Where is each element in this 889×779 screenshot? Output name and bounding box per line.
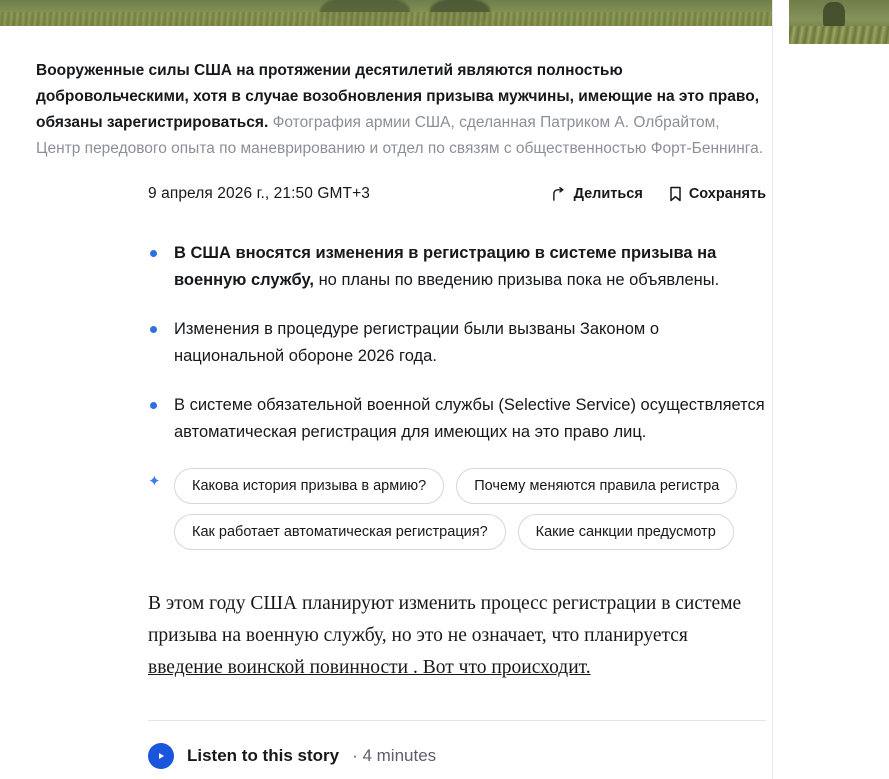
- bookmark-icon: [669, 186, 682, 202]
- article-body: [148, 178, 766, 769]
- article-actions: [552, 186, 766, 202]
- summary-bullets: [148, 240, 766, 446]
- caption-text: [36, 58, 766, 162]
- suggestion-chip[interactable]: Какова история призыва в армию?: [174, 468, 444, 504]
- share-icon: [552, 187, 567, 202]
- suggestion-chip[interactable]: Почему меняются правила регистра: [456, 468, 737, 504]
- article-meta-row: [148, 178, 766, 210]
- listen-row[interactable]: [148, 743, 766, 769]
- caption-credit: Фотография армии США, сделанная Патриком А. Олбрайтом, Центр передового опыта по маневрированию и отдел по связям с общественностью Форт-Беннинга.: [36, 113, 764, 157]
- list-item: [148, 240, 766, 294]
- bullet-bold-0: В США вносятся изменения в регистрацию в системе призыва на военную службу,: [174, 244, 717, 289]
- section-divider: [148, 720, 766, 721]
- chips-row-1: [174, 468, 792, 504]
- sparkle-icon: ✦: [148, 473, 161, 490]
- thumbnail-photo: [789, 0, 889, 44]
- list-item: [148, 392, 766, 446]
- lead-text: В этом году США планируют изменить процесс регистрации в системе призыва на военную службу, но это не означает, что планируется: [148, 593, 742, 646]
- hero-figure-right: [430, 0, 490, 26]
- bullet-rest-0: но планы по введению призыва пока не объявлены.: [313, 271, 720, 289]
- thumbnail-image: [789, 0, 889, 44]
- bullet-rest-1: Изменения в процедуре регистрации были вызваны Законом о национальной обороне 2026 года.: [174, 320, 660, 365]
- share-button[interactable]: [552, 186, 643, 202]
- chips-row-2: [174, 514, 792, 550]
- hero-photo: [0, 0, 772, 26]
- suggestion-chip[interactable]: Как работает автоматическая регистрация?: [174, 514, 506, 550]
- suggested-questions: [148, 468, 766, 560]
- photo-caption: [36, 42, 766, 177]
- hero-figure-left: [320, 0, 410, 26]
- column-divider: [772, 0, 773, 779]
- hero-image: [0, 0, 772, 26]
- chips-clip: [174, 468, 792, 560]
- thumbnail-figure: [823, 2, 845, 28]
- lead-link[interactable]: введение воинской повинности . Вот что происходит.: [148, 657, 591, 678]
- listen-duration: · 4 minutes: [352, 746, 437, 765]
- suggestion-chip[interactable]: Какие санкции предусмотр: [518, 514, 734, 550]
- save-button[interactable]: [669, 186, 766, 202]
- caption-lead: Вооруженные силы США на протяжении десятилетий являются полностью добровольческими, хотя в случае возобновления призыва мужчины, имеющие на это право, обязаны зарегистрироваться.: [36, 61, 759, 131]
- listen-label: Listen to this story: [187, 746, 340, 765]
- play-icon[interactable]: [148, 743, 174, 769]
- lead-paragraph: [148, 588, 766, 684]
- bullet-rest-2: В системе обязательной военной службы (Selective Service) осуществляется автоматическая регистрация для имеющих на это право лиц.: [174, 396, 765, 441]
- share-label: Делиться: [573, 186, 643, 202]
- publish-timestamp: 9 апреля 2026 г., 21:50 GMT+3: [148, 185, 370, 202]
- list-item: [148, 316, 766, 370]
- save-label: Сохранять: [688, 186, 766, 202]
